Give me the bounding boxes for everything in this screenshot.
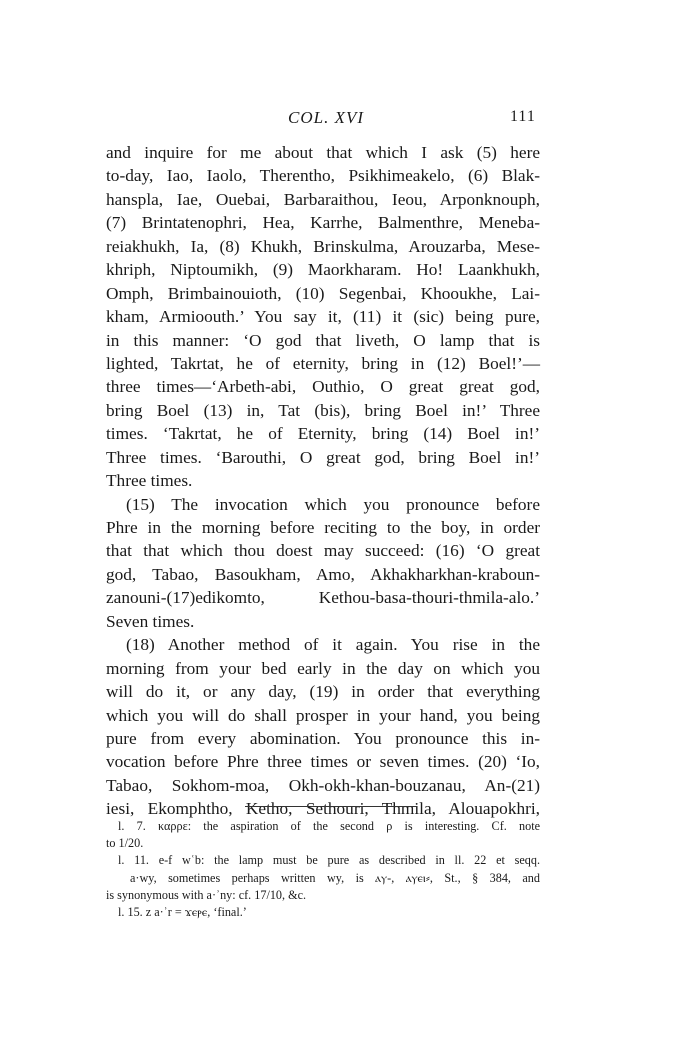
body-line: lighted, Takrtat, he of eternity, bring in (12) Boel!’— xyxy=(106,353,540,373)
body-line: Phre in the morning before reciting to the boy, in order xyxy=(106,518,540,537)
body-line: will do it, or any day, (19) in order that everything xyxy=(106,682,540,702)
body-text xyxy=(106,141,540,821)
body-line: that that which thou doest may succeed: (16) ‘O great xyxy=(106,541,540,561)
body-line: hanspla, Iae, Ouebai, Barbaraithou, Ieou, Arponknouph, xyxy=(106,189,540,209)
body-line: three times—‘Arbeth-abi, Outhio, O great great god, xyxy=(106,377,540,397)
body-line: morning from your bed early in the day on which you xyxy=(106,658,540,678)
footnote-line: l. 7. καρρε: the aspiration of the second ρ is interesting. Cf. note xyxy=(118,819,540,833)
body-line: Tabao, Sokhom-moa, Okh-okh-khan-bouzanau, An-(21) xyxy=(106,775,540,795)
footnotes xyxy=(106,818,540,921)
body-line: khriph, Niptoumikh, (9) Maorkharam. Ho! Laankhukh, xyxy=(106,260,540,280)
footnote-line: is synonymous with a·ʾny: cf. 17/10, &c. xyxy=(106,887,307,902)
paragraph-start-line: (18) Another method of it again. You rise in the xyxy=(126,635,540,655)
footnote-line: l. 15. z a·ʾr = ϫⲉⲣⲉ, ‘final.’ xyxy=(118,904,247,919)
body-line: bring Boel (13) in, Tat (bis), bring Boel in!’ Three xyxy=(106,400,540,420)
footnote-line: a·wy, sometimes perhaps written wy, is ⲁⲩ-, ⲁⲩⲉⲓ⸗, St., § 384, and xyxy=(130,870,540,885)
body-line: Omph, Brimbainouioth, (10) Segenbai, Khooukhe, Lai- xyxy=(106,283,540,303)
body-line: god, Tabao, Basoukham, Amo, Akhakharkhan-kraboun- xyxy=(106,564,540,584)
page-header xyxy=(0,108,681,132)
body-line: pure from every abomination. You pronounce this in- xyxy=(106,728,540,748)
body-line: which you will do shall prosper in your hand, you being xyxy=(106,705,540,725)
paragraph-start-line: (15) The invocation which you pronounce before xyxy=(126,494,540,514)
body-line: reiakhukh, Ia, (8) Khukh, Brinskulma, Arouzarba, Mese- xyxy=(106,236,540,256)
running-title: COL. XVI xyxy=(288,108,364,127)
page-number: 111 xyxy=(510,108,536,125)
body-line: (7) Brintatenophri, Hea, Karrhe, Balmenthre, Meneba- xyxy=(106,213,540,233)
body-line: and inquire for me about that which I ask (5) here xyxy=(106,143,540,162)
body-line: in this manner: ‘O god that liveth, O lamp that is xyxy=(106,330,540,350)
body-line: Three times. xyxy=(106,471,193,491)
body-line: Seven times. xyxy=(106,611,195,631)
body-line: to-day, Iao, Iaolo, Therentho, Psikhimeakelo, (6) Blak- xyxy=(106,166,540,186)
body-line: times. ‘Takrtat, he of Eternity, bring (14) Boel in!’ xyxy=(106,424,540,444)
body-line: zanouni-(17)edikomto, Kethou-basa-thouri-thmila-alo.’ xyxy=(106,588,540,608)
body-line: iesi, Ekomphtho, Ketho, Sethouri, Thmila, Alouapokhri, xyxy=(106,799,540,819)
body-line: vocation before Phre three times or seven times. (20) ‘Io, xyxy=(106,752,540,772)
footnote-line: l. 11. e-f wʿb: the lamp must be pure as described in ll. 22 et seqq. xyxy=(118,853,540,868)
body-line: kham, Armioouth.’ You say it, (11) it (sic) being pure, xyxy=(106,307,540,327)
body-line: Three times. ‘Barouthi, O great god, bring Boel in!’ xyxy=(106,447,540,467)
footnote-line: to 1/20. xyxy=(106,836,144,851)
footnote-separator xyxy=(245,806,417,807)
